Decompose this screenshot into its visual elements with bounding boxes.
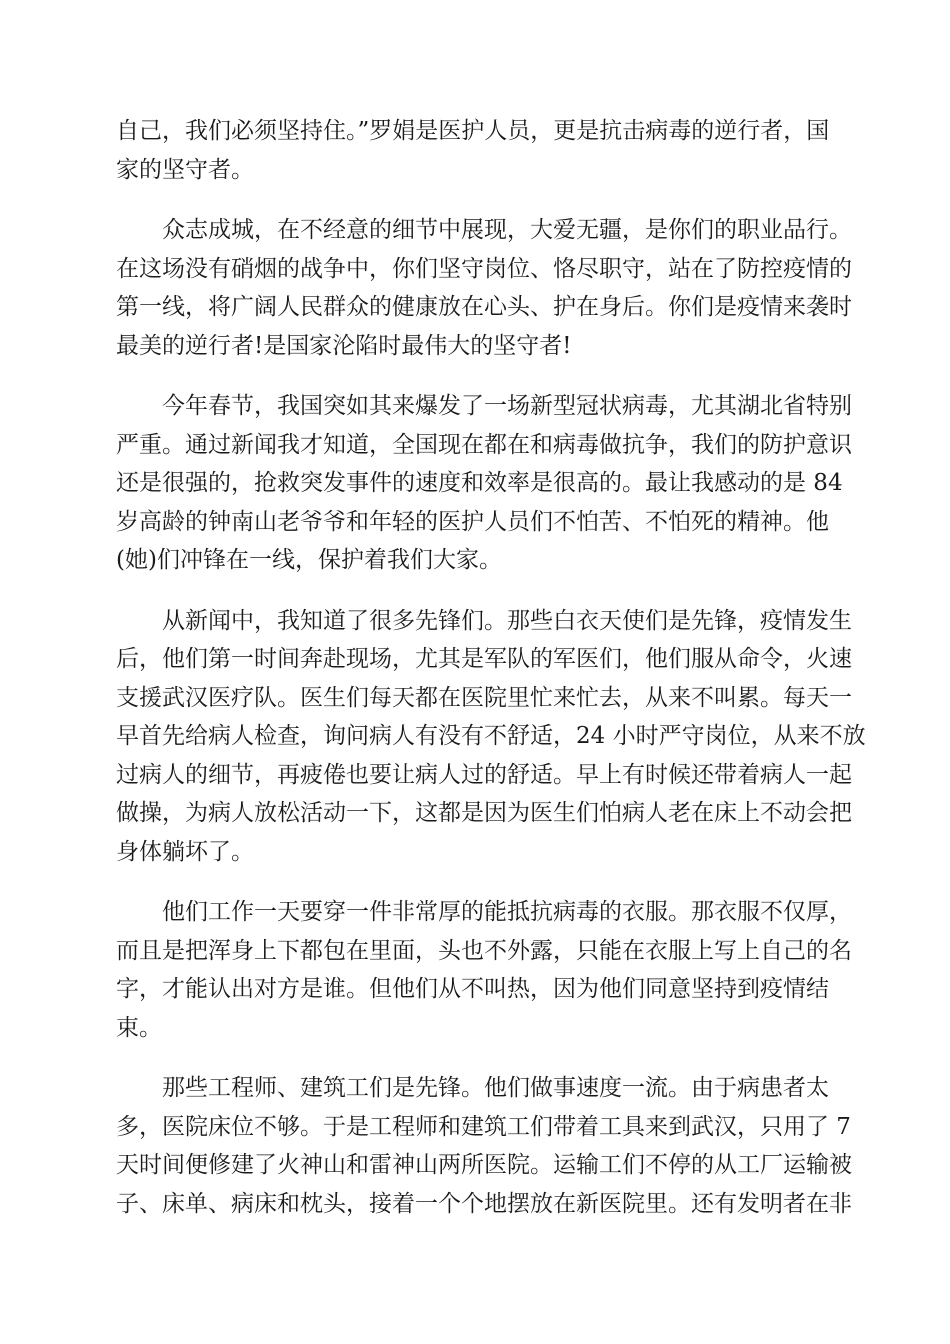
- paragraph: [116, 387, 852, 580]
- paragraph: [116, 602, 866, 872]
- text-line: 身体躺坏了。: [116, 838, 254, 865]
- paragraph: [116, 211, 852, 365]
- text-line: 在这场没有硝烟的战争中，你们坚守岗位、恪尽职守，站在了防控疫情的: [116, 255, 852, 282]
- text-line: 众志成城，在不经意的细节中展现，大爱无疆，是你们的职业品行。: [162, 217, 852, 243]
- document-body: [116, 112, 866, 1245]
- text-line: 严重。通过新闻我才知道，全国现在都在和病毒做抗争，我们的防护意识: [116, 431, 852, 458]
- text-line: 最美的逆行者!是国家沦陷时最伟大的坚守者!: [116, 332, 572, 359]
- text-line: 天时间便修建了火神山和雷神山两所医院。运输工们不停的从工厂运输被: [116, 1152, 852, 1178]
- paragraph: [116, 893, 852, 1047]
- text-line: 做操，为病人放松活动一下，这都是因为医生们怕病人老在床上不动会把: [116, 800, 852, 826]
- text-line: 第一线，将广阔人民群众的健康放在心头、护在身后。你们是疫情来袭时: [116, 294, 852, 320]
- text-line: 子、床单、病床和枕头，接着一个个地摆放在新医院里。还有发明者在非: [116, 1190, 852, 1217]
- text-line: 字，才能认出对方是谁。但他们从不叫热，因为他们同意坚持到疫情结: [116, 976, 829, 1002]
- paragraph: [116, 112, 836, 189]
- text-line: 早首先给病人检查，询问病人有没有不舒适，24 小时严守岗位，从来不放: [116, 723, 866, 749]
- text-line: 他们工作一天要穿一件非常厚的能抵抗病毒的衣服。那衣服不仅厚，: [162, 899, 852, 925]
- text-line: 家的坚守者。: [116, 156, 254, 183]
- text-line: 而且是把浑身上下都包在里面，头也不外露，只能在衣服上写上自己的名: [116, 937, 852, 964]
- text-line: 过病人的细节，再疲倦也要让病人过的舒适。早上有时候还带着病人一起: [116, 761, 852, 788]
- text-line: 还是很强的，抢救突发事件的速度和效率是很高的。最让我感动的是 84: [116, 470, 843, 496]
- text-line: 束。: [116, 1014, 162, 1041]
- text-line: (她)们冲锋在一线，保护着我们大家。: [116, 547, 502, 573]
- text-line: 自己，我们必须坚持住。”罗娟是医护人员，更是抗击病毒的逆行者，国: [116, 118, 830, 144]
- text-line: 今年春节，我国突如其来爆发了一场新型冠状病毒，尤其湖北省特别: [162, 393, 852, 419]
- text-line: 从新闻中，我知道了很多先锋们。那些白衣天使们是先锋，疫情发生: [162, 607, 852, 634]
- text-line: 后，他们第一时间奔赴现场，尤其是军队的军医们，他们服从命令，火速: [116, 646, 852, 672]
- text-line: 多，医院床位不够。于是工程师和建筑工们带着工具来到武汉，只用了 7: [116, 1113, 851, 1140]
- text-line: 岁高龄的钟南山老爷爷和年轻的医护人员们不怕苦、不怕死的精神。他: [116, 508, 829, 535]
- text-line: 那些工程师、建筑工们是先锋。他们做事速度一流。由于病患者太: [162, 1075, 829, 1101]
- paragraph: [116, 1069, 852, 1223]
- text-line: 支援武汉医疗队。医生们每天都在医院里忙来忙去，从来不叫累。每天一: [116, 684, 852, 711]
